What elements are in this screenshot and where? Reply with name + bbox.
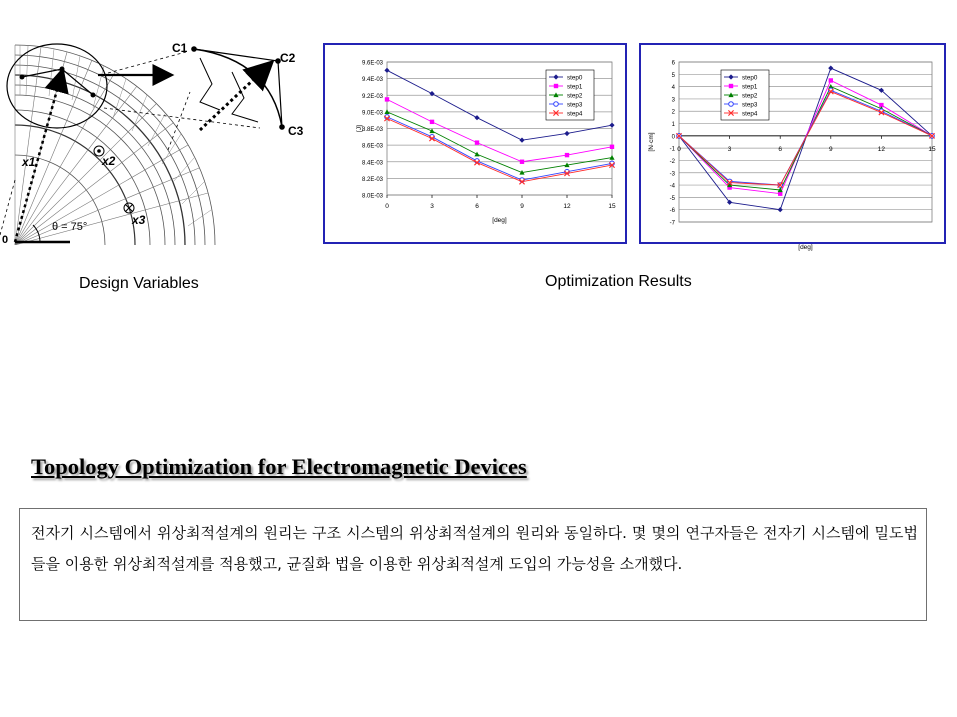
data-point [778, 207, 783, 212]
y-tick-label: 1 [671, 122, 675, 129]
x1-label: x1 [22, 155, 36, 169]
legend-label: step4 [742, 110, 758, 118]
legend-label: step0 [742, 74, 758, 82]
legend-label: step0 [567, 74, 583, 82]
data-point [778, 191, 782, 195]
y-axis-label: [N·cm] [648, 132, 655, 152]
origin-label: 0 [2, 234, 9, 246]
data-point [829, 78, 833, 82]
y-tick-label: -4 [669, 183, 675, 190]
plot-area [679, 62, 932, 222]
x-tick-label: 15 [928, 145, 936, 153]
legend-label: step1 [567, 83, 583, 91]
y-tick-label: 3 [671, 97, 675, 104]
y-tick-label: 8.4E-03 [361, 160, 383, 167]
legend-swatch-marker [554, 84, 558, 88]
x-tick-label: 0 [385, 203, 389, 210]
c1-label: C1 [172, 41, 188, 55]
legend-label: step4 [567, 110, 583, 118]
torque-chart [641, 45, 944, 251]
x-tick-label: 9 [520, 203, 524, 210]
y-axis-label: [J] [356, 125, 363, 132]
design-region-ellipse [7, 44, 107, 128]
data-point [564, 131, 569, 136]
section-title: Topology Optimization for Electromagnetic Devices [31, 454, 527, 479]
legend-swatch-marker [554, 102, 559, 107]
x-tick-label: 12 [563, 203, 571, 210]
legend [721, 70, 769, 120]
data-point [609, 155, 614, 160]
energy-chart [325, 45, 625, 242]
energy-chart-frame [323, 43, 627, 244]
data-point [609, 123, 614, 128]
c3-label: C3 [288, 124, 304, 138]
data-point [475, 140, 479, 144]
x2-label: x2 [102, 154, 116, 168]
y-tick-label: 4 [671, 85, 675, 92]
legend-swatch-marker [729, 84, 733, 88]
x-tick-label: 9 [828, 145, 833, 153]
data-point [520, 160, 524, 164]
y-tick-label: 9.2E-03 [361, 93, 383, 100]
y-tick-label: -3 [669, 171, 675, 178]
x-axis-label: [deg] [492, 217, 507, 224]
x3-label: x3 [132, 213, 146, 227]
y-tick-label: 8.6E-03 [361, 143, 383, 150]
data-point [519, 138, 524, 143]
data-point [474, 152, 479, 157]
x-tick-label: 6 [475, 203, 479, 210]
theta-label: θ = 75° [52, 221, 88, 233]
series-line [387, 112, 612, 173]
x-tick-label: 0 [677, 145, 681, 153]
x-axis-label: [deg] [798, 244, 813, 251]
data-point [384, 68, 389, 73]
data-point [430, 120, 434, 124]
data-point [828, 66, 833, 71]
data-point [565, 153, 569, 157]
legend-label: step2 [742, 92, 758, 100]
series-line [387, 119, 612, 182]
y-tick-label: -1 [669, 146, 675, 153]
x-tick-label: 3 [727, 145, 732, 153]
y-tick-label: 8.8E-03 [361, 127, 383, 133]
y-tick-label: 5 [671, 72, 675, 79]
torque-chart-frame [639, 43, 946, 251]
design-variables-diagram [0, 30, 310, 260]
c2-label: C2 [280, 51, 296, 65]
y-tick-label: 8.0E-03 [361, 193, 383, 200]
data-point [429, 128, 434, 133]
legend [546, 70, 594, 120]
x-tick-label: 15 [608, 203, 616, 210]
x-tick-label: 12 [877, 145, 886, 153]
legend-swatch-marker [729, 102, 734, 107]
data-point [474, 115, 479, 120]
optimization-results-caption: Optimization Results [545, 273, 692, 290]
legend-label: step1 [742, 83, 758, 91]
y-tick-label: 2 [671, 109, 675, 116]
data-point [385, 97, 389, 101]
body-paragraph: 전자기 시스템에서 위상최적설계의 원리는 구조 시스템의 위상최적설계의 원리와 동일하다. 몇 몇의 연구자들은 전자기 시스템에 밀도법들을 이용한 위상최적설계를 적용했고, 균질화 법을 이용한 위상최적설계 도입의 가능성을 소개했다. [31, 524, 918, 573]
y-tick-label: -7 [669, 220, 675, 227]
data-point [610, 145, 614, 149]
legend-label: step2 [567, 92, 583, 100]
x-tick-label: 6 [778, 145, 783, 153]
y-tick-label: 9.6E-03 [361, 60, 383, 67]
bezier-curve-detail [191, 46, 285, 130]
y-tick-label: 0 [671, 134, 675, 141]
y-tick-label: 8.2E-03 [361, 176, 383, 183]
y-tick-label: -2 [669, 158, 675, 165]
legend-label: step3 [567, 101, 583, 109]
series-step4 [384, 116, 614, 184]
y-tick-label: -5 [669, 195, 675, 202]
y-tick-label: 6 [671, 60, 675, 67]
y-tick-label: 9.4E-03 [361, 77, 383, 84]
y-tick-label: -6 [669, 208, 675, 215]
y-tick-label: 9.0E-03 [361, 110, 383, 117]
design-variables-caption: Design Variables [79, 275, 199, 292]
legend-label: step3 [742, 101, 758, 109]
body-text-box [19, 508, 927, 621]
series-line [679, 92, 932, 186]
x-tick-label: 3 [430, 203, 434, 210]
